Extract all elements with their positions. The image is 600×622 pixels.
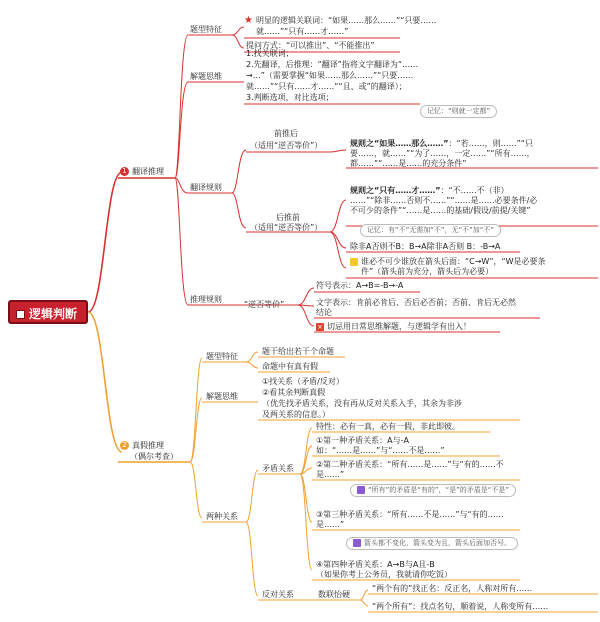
node-back-to-front-note: （适用“逆否等价”）: [250, 223, 323, 232]
tip-necessary-line2: 件”（箭头前为充分，箭头后为必要）: [361, 267, 494, 276]
symbol-representation: 符号表示：A→B=-B→-A: [316, 281, 404, 290]
branch2-label: 真假推理: [132, 441, 164, 450]
number-two-icon: 2: [120, 441, 129, 450]
star-icon: ★: [244, 15, 253, 26]
solving2-line4: 及两关系的信息。）: [262, 410, 330, 419]
contradiction-3-line1: ③第三种矛盾关系：“所有……不是……”与“有的……: [316, 510, 504, 519]
close-icon: ×: [317, 322, 323, 331]
root-label: 逻辑判断: [29, 307, 78, 321]
contradiction-2-line1: ②第二种矛盾关系：“所有……是……”与“有的……不: [316, 460, 504, 469]
node-reasoning-rules[interactable]: 推理规则: [190, 295, 222, 304]
contradiction-1-line2: 如：“……是……”与“……不是……”: [316, 446, 445, 455]
contradiction-1-line1: ①第一种矛盾关系：A与-A: [316, 436, 410, 445]
node-question-features-2[interactable]: 题型特征: [206, 352, 238, 361]
rule-if-then-title: 规则之“如果……那么……”: [350, 139, 449, 148]
rule-only-if-line1: ：“不……不（非）: [440, 186, 509, 195]
node-translation-rules[interactable]: 翻译规则: [190, 183, 222, 192]
rule-only-if-title: 规则之“只有……才……”: [350, 186, 441, 195]
tip-necessary-line1: 谁必不可少谁放在箭头后面：“C→W”，“W是必要条: [361, 257, 546, 266]
contradiction-3-line2: 是……”: [316, 520, 345, 529]
rule-only-if-line3: 不可少的条件”“……是……的基础/假设/前提/关键”: [350, 206, 531, 215]
node-front-to-back-note: （适用“逆否等价”）: [250, 141, 323, 150]
contradiction-2-line2: 是……”: [316, 470, 345, 479]
rule-if-then-line3: 都……”“……是……的充分条件”: [350, 159, 467, 168]
callout-memory-1: 记忆：“则就一定都”: [420, 105, 497, 118]
feature2-item2: 命题中有真有假: [262, 362, 318, 371]
callout-memory-2: 记忆：有“不”无需加“不”，无“不”加“不”: [360, 224, 501, 237]
lightbulb-icon: [350, 258, 358, 266]
feature2-item1: 题干给出若干个命题: [262, 347, 334, 356]
branch-translation-reasoning[interactable]: [120, 166, 164, 177]
node-question-features[interactable]: 题型特征: [190, 25, 222, 34]
pencil-icon: [353, 539, 361, 547]
rule-if-then-line1: ：“若……，则……”“只: [448, 139, 533, 148]
node-solving-thinking-2[interactable]: 解题思维: [206, 392, 238, 401]
contradiction-4-line2: （如果你考上公务员，我就请你吃饭）: [316, 570, 452, 579]
node-opposition[interactable]: 反对关系: [262, 590, 294, 599]
pencil-icon: [357, 486, 365, 494]
solving-step-2c: 就……”“只有……才……”“且、或”的翻译）；: [246, 82, 407, 91]
branch-truth-reasoning[interactable]: [120, 440, 164, 451]
node-contradiction[interactable]: 矛盾关系: [262, 464, 294, 473]
solving-step-1: 1.找关联词；: [246, 49, 294, 58]
contradiction-4-line1: ④第四种矛盾关系：A→B与A且-B: [316, 560, 435, 569]
callout-contradiction-2: [350, 484, 516, 497]
node-front-to-back[interactable]: 前推后: [274, 129, 298, 138]
callout-contradiction-2-text: “所有”的矛盾是“有的”，“是”的矛盾是“不是”: [368, 486, 510, 494]
node-solving-thinking[interactable]: 解题思维: [190, 72, 222, 81]
node-opposition-sub[interactable]: 数联怡硬: [318, 590, 350, 599]
rule-if-then-line2: 要……，就……”“为了……，一定……”“所有……，: [350, 149, 535, 158]
solving-step-2: 2.先翻译，后推理：“翻译”指将文字翻译为“……: [246, 60, 419, 69]
node-feature-connectives-line1: 明显的逻辑关联词：“如果……那么……”“只要……: [256, 16, 437, 25]
opposition-item1: “两个有的”找正名：反正名，人称对所有……: [372, 584, 533, 593]
solving2-line3: （优先找矛盾关系，没有再从反对关系入手，其余为非涉: [262, 399, 462, 408]
callout-contradiction-3-text: 箭头都不变化，箭头变为且，箭头后面加否号。: [364, 539, 511, 547]
branch-label: 翻译推理: [132, 167, 164, 176]
warning-note: [316, 321, 471, 332]
node-contrapositive[interactable]: “逆否等价”: [244, 300, 285, 309]
root-node[interactable]: [8, 300, 88, 324]
root-square-icon: [16, 310, 25, 319]
node-feature-connectives-line2: 就……”“只有……才……”: [256, 27, 349, 36]
opposition-item2: “两个所有”：找点名句，顺着说，人称变所有……: [372, 602, 549, 611]
node-back-to-front[interactable]: 后推前: [276, 213, 300, 222]
solving2-line1: ①找关系（矛盾/反对）: [262, 377, 344, 386]
branch2-note: （偶尔考查）: [130, 452, 178, 461]
callout-contradiction-3: [346, 537, 518, 550]
text-representation-line2: 结论: [316, 308, 332, 317]
rule-unless: 除非A否则不B：B→A除非A否则 B：-B→A: [350, 242, 501, 251]
solving-step-2b: →…”（需要掌握“如果……那么……”“只要……: [246, 71, 414, 80]
node-feature-question-style: 提问方式：“可以推出”、“不能推出”: [246, 41, 375, 50]
text-representation-line1: 文字表示：肯前必肯后、否后必否前；否前、肯后无必然: [316, 298, 516, 307]
node-two-relations[interactable]: 两种关系: [206, 512, 238, 521]
solving2-line2: ②看其余判断真假: [262, 388, 326, 397]
warning-text: 切忌用日常思维解题，与逻辑学有出入！: [327, 322, 471, 331]
rule-only-if-line2: ……”“除非……否则不……”“……是……必要条件/必: [350, 196, 538, 205]
solving-step-3: 3.判断选项，对比选项；: [246, 93, 334, 102]
number-one-icon: 1: [120, 167, 129, 176]
contradiction-trait: 特性：必有一真，必有一假，非此即彼。: [316, 422, 460, 431]
